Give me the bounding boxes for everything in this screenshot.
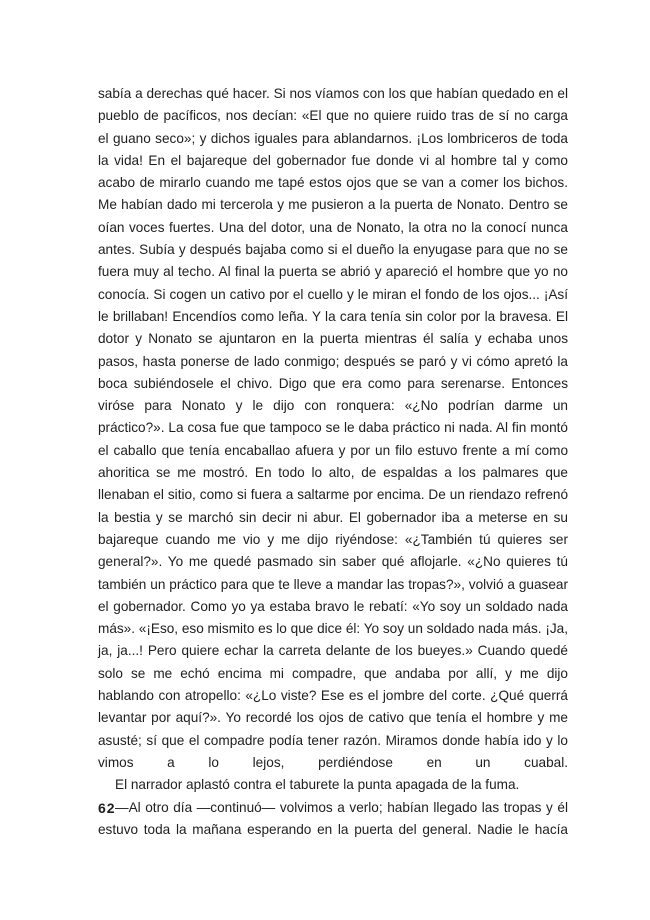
page-number: 62 bbox=[98, 800, 116, 816]
paragraph-narrator-action: El narrador aplastó contra el taburete la punta apagada de la fuma. bbox=[115, 777, 520, 793]
body-text bbox=[98, 83, 568, 841]
paragraph-continuation: —Al otro día —continuó— volvimos a verlo; habían llegado las tropas y él estuvo toda la mañana esperando en la puerta del general. Nadie le hacía bbox=[98, 799, 568, 837]
paragraph-narrative: sabía a derechas qué hacer. Si nos víamos con los que habían quedado en el pueblo de pacíficos, nos decían: «El que no quiere ruido tras de sí no carga el guano seco»; y dichos iguales para ablandarnos. ¡Los lombriceros de toda la vida! En el bajareque del gobernador fue donde vi al hombre tal y como acabo de mirarlo cuando me tapé estos ojos que se van a comer los bichos. Me habían dado mi tercerola y me pusieron a la puerta de Nonato. Dentro se oían voces fuertes. Una del dotor, una de Nonato, la otra no la conocí nunca antes. Subía y después bajaba como si el dueño la enyugase para que no se fuera muy al techo. Al final la puerta se abrió y apareció el hombre que yo no conocía. Si cogen un cativo por el cuello y le miran el fondo de los ojos... ¡Así le brillaban! Encendíos como leña. Y la cara tenía sin color por la bravesa. El dotor y Nonato se ajuntaron en la puerta mientras él salía y echaba unos pasos, hasta ponerse de lado conmigo; después se paró y vi cómo apretó la boca subiéndosele el chivo. Digo que era como para serenarse. Entonces viróse para Nonato y le dijo con ronquera: «¿No podrían darme un práctico?». La cosa fue que tampoco se le daba práctico ni nada. Al fin montó el caballo que tenía encaballao afuera y por un filo estuvo frente a mí como ahoritica se me mostró. En todo lo alto, de espaldas a los palmares que llenaban el sitio, como si fuera a saltarme por encima. De un riendazo refrenó la bestia y se marchó sin decir ni abur. El gobernador iba a meterse en su bajareque cuando me vio y me dijo riyéndose: «¿También tú quieres ser general?». Yo me quedé pasmado sin saber qué aflojarle. «¿No quieres tú también un práctico para que te lleve a mandar las tropas?», volvió a guasear el gobernador. Como yo ya estaba bravo le rebatí: «Yo soy un soldado nada más». «¡Eso, eso mismito es lo que dice él: Yo soy un soldado nada más. ¡Ja, ja, ja...! Pero quiere echar la carreta delante de los bueyes.» Cuando quedé solo se me echó encima mi compadre, que andaba por allí, y me dijo hablando con atropello: «¿Lo viste? Ese es el jombre del corte. ¿Qué querrá levantar por aquí?». Yo recordé los ojos de cativo que tenía el hombre y me asusté; sí que el compadre podía tener razón. Miramos donde había ido y lo vimos a lo lejos, perdiéndose en un cuabal. bbox=[98, 86, 568, 770]
